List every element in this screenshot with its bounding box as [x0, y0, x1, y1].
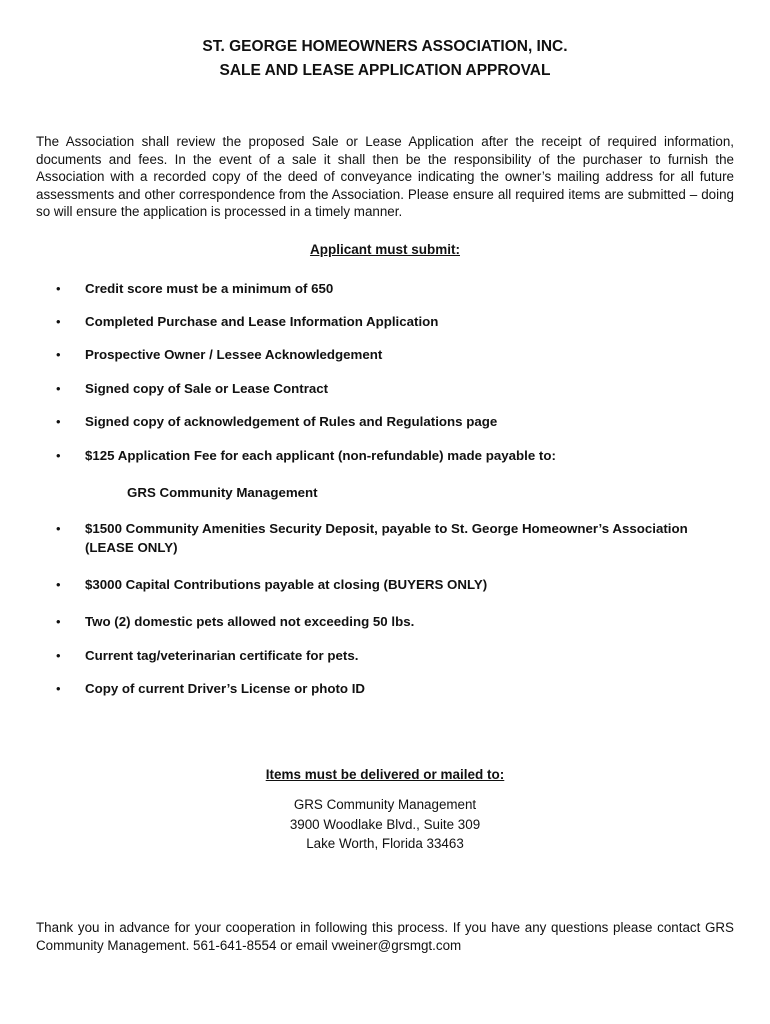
requirement-information-application: Completed Purchase and Lease Information Application: [85, 314, 439, 329]
document-title: ST. GEORGE HOMEOWNERS ASSOCIATION, INC.: [202, 38, 568, 55]
bullet-icon: •: [56, 347, 61, 362]
requirement-credit-score: Credit score must be a minimum of 650: [85, 281, 334, 296]
applicant-submit-heading: Applicant must submit:: [309, 242, 460, 257]
bullet-icon: •: [56, 281, 61, 296]
bullet-icon: •: [56, 414, 61, 429]
bullet-icon: •: [56, 521, 61, 536]
address-line-1: GRS Community Management: [293, 797, 477, 812]
bullet-icon: •: [56, 614, 61, 629]
bullet-icon: •: [56, 448, 61, 463]
bullet-icon: •: [56, 381, 61, 396]
delivery-heading: Items must be delivered or mailed to:: [265, 767, 505, 782]
requirement-capital-contribution: $3000 Capital Contributions payable at closing (BUYERS ONLY): [85, 577, 488, 592]
address-line-3: Lake Worth, Florida 33463: [306, 836, 464, 851]
requirement-rules-acknowledgement: Signed copy of acknowledgement of Rules and Regulations page: [85, 414, 498, 429]
intro-paragraph: The Association shall review the proposed Sale or Lease Application after the receipt of required information, documents and fees. In the event of a sale it shall then be the responsibility of the purchaser to furnish the Association with a recorded copy of the deed of conveyance indicating the owner’s mailing address for all future assessments and other correspondence from the Association. Please ensure all required items are submitted – doing so will ensure the application is processed in a timely manner.: [36, 134, 734, 220]
footer-paragraph: Thank you in advance for your cooperation in following this process. If you have any questions please contact GRS Community Management. 561-641-8554 or email vweiner@grsmgt.com: [36, 920, 734, 953]
requirement-photo-id: Copy of current Driver’s License or photo ID: [85, 681, 366, 696]
requirement-security-deposit: $1500 Community Amenities Security Deposit, payable to St. George Homeowner’s Association (LEASE ONLY): [85, 521, 688, 555]
bullet-icon: •: [56, 577, 61, 592]
requirement-pets: Two (2) domestic pets allowed not exceeding 50 lbs.: [85, 614, 415, 629]
document-subtitle: SALE AND LEASE APPLICATION APPROVAL: [219, 62, 551, 79]
requirement-contract-copy: Signed copy of Sale or Lease Contract: [85, 381, 329, 396]
requirement-pet-certificate: Current tag/veterinarian certificate for pets.: [85, 648, 359, 663]
address-line-2: 3900 Woodlake Blvd., Suite 309: [289, 817, 481, 832]
bullet-icon: •: [56, 314, 61, 329]
requirement-application-fee: $125 Application Fee for each applicant (non-refundable) made payable to:: [85, 448, 556, 463]
bullet-icon: •: [56, 681, 61, 696]
bullet-icon: •: [56, 648, 61, 663]
fee-payee: GRS Community Management: [127, 485, 318, 500]
requirement-acknowledgement: Prospective Owner / Lessee Acknowledgement: [85, 347, 383, 362]
